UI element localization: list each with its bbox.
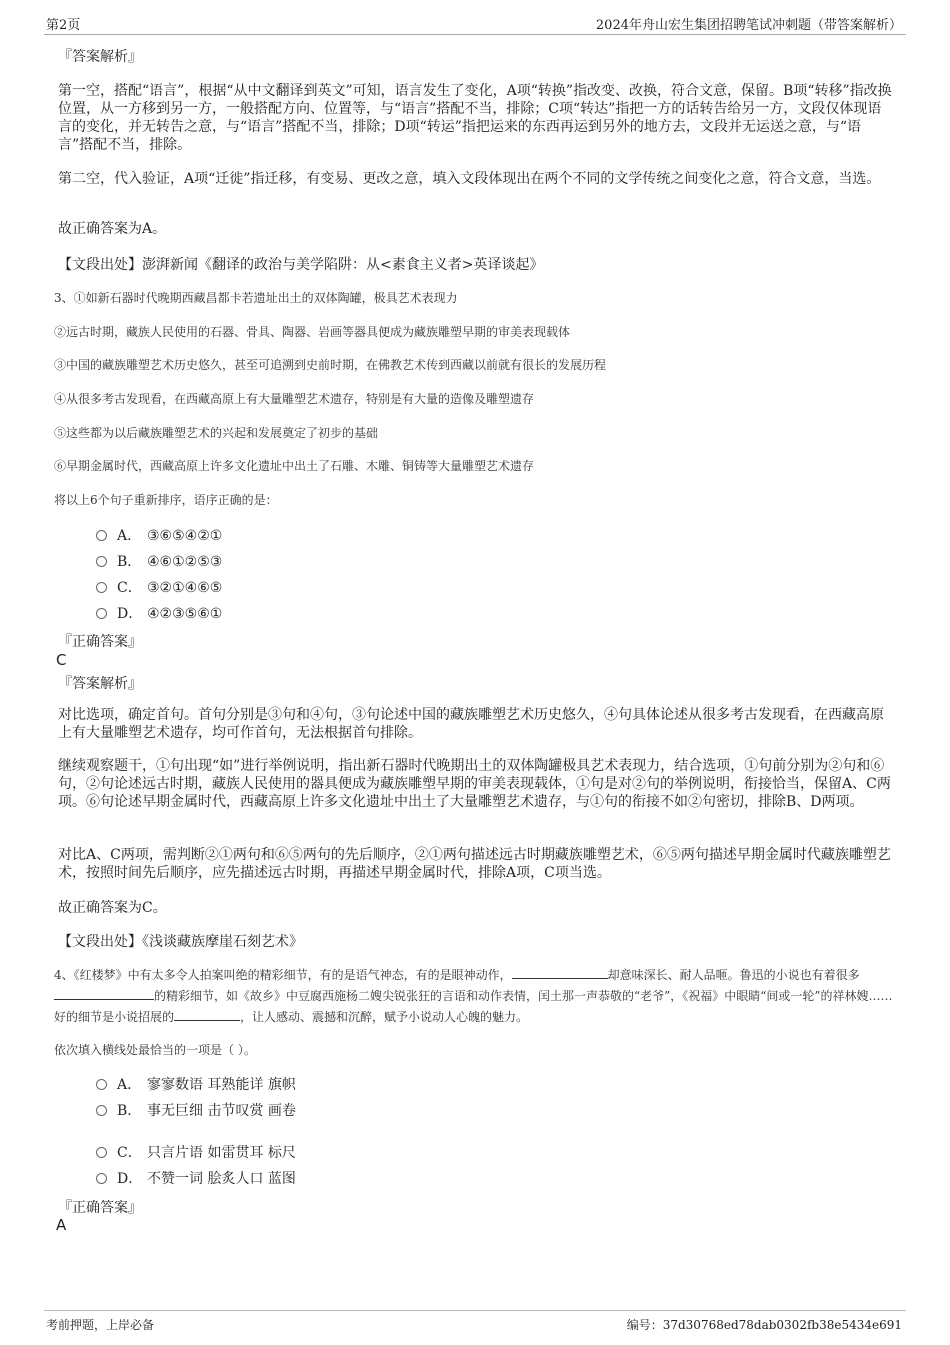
option-text: ④⑥①②⑤③	[147, 554, 223, 570]
q3-analysis-label: 『答案解析』	[58, 676, 142, 692]
option-text: 不赞一词 脍炙人口 蓝图	[147, 1171, 296, 1187]
page-footer	[44, 1310, 906, 1335]
fill-blank-2[interactable]	[54, 999, 154, 1000]
q3-sentence-1: 3、①如新石器时代晚期西藏昌都卡若遗址出土的双体陶罐，极具艺术表现力	[54, 291, 458, 305]
q4-prompt: 依次填入横线处最恰当的一项是（ ）。	[54, 1043, 256, 1057]
option-letter: B．	[117, 554, 142, 570]
option-text: ④②③⑤⑥①	[147, 606, 223, 622]
option-text: 事无巨细 击节叹赏 画卷	[147, 1103, 296, 1119]
q3-analysis-paragraph-1: 对比选项，确定首句。首句分别是③句和④句，③句论述中国的藏族雕塑艺术历史悠久，④句具体论述从很多考古发现看，在西藏高原上有大量雕塑艺术遗存，均可作首句，无法根据首句排除。	[58, 707, 884, 741]
footer-slogan: 考前押题，上岸必备	[46, 1318, 155, 1332]
q4-correct-answer: A	[56, 1216, 67, 1234]
radio-icon[interactable]	[96, 556, 107, 567]
option-text: 只言片语 如雷贯耳 标尺	[147, 1145, 296, 1161]
q3-correct-answer: C	[56, 651, 67, 669]
q4-stem-part-4: ，让人感动、震撼和沉醉，赋予小说动人心魄的魅力。	[240, 1010, 529, 1024]
q4-option-c[interactable]	[96, 1144, 296, 1162]
q4-stem	[54, 965, 900, 1028]
option-text: ③②①④⑥⑤	[147, 580, 223, 596]
prev-analysis-paragraph-2: 第二空，代入验证，A项“迁徙”指迁移，有变易、更改之意，填入文段体现出在两个不同的文学传统之间变化之意，符合文意，当选。	[58, 171, 881, 187]
q4-correct-label: 『正确答案』	[58, 1200, 142, 1216]
fill-blank-3[interactable]	[174, 1020, 240, 1021]
q3-prompt: 将以上6个句子重新排序，语序正确的是：	[54, 493, 278, 507]
option-letter: D．	[117, 606, 143, 622]
q3-analysis-paragraph-4: 故正确答案为C。	[58, 900, 167, 916]
q3-analysis-paragraph-3: 对比A、C两项，需判断②①两句和⑥⑤两句的先后顺序，②①两句描述远古时期藏族雕塑艺术，⑥⑤两句描述早期金属时代藏族雕塑艺术，按照时间先后顺序，应先描述远古时期，再描述早期金属时代，排除A项，C项当选。	[58, 847, 891, 881]
fill-blank-1[interactable]	[512, 978, 608, 979]
q3-option-b[interactable]	[96, 553, 222, 571]
prev-analysis-paragraph-3: 故正确答案为A。	[58, 221, 167, 237]
option-letter: A．	[117, 528, 142, 544]
q3-source: 【文段出处】《浅谈藏族摩崖石刻艺术》	[58, 934, 303, 950]
option-letter: C．	[117, 1145, 142, 1161]
radio-icon[interactable]	[96, 530, 107, 541]
footer-serial: 编号：37d30768ed78dab0302fb38e5434e691	[626, 1318, 902, 1332]
option-letter: D．	[117, 1171, 143, 1187]
q3-option-d[interactable]	[96, 605, 222, 623]
q3-option-a[interactable]	[96, 527, 222, 545]
q3-sentence-6: ⑥早期金属时代，西藏高原上许多文化遗址中出土了石雕、木雕、铜铸等大量雕塑艺术遗存	[54, 459, 535, 473]
radio-icon[interactable]	[96, 1105, 107, 1116]
page-header	[44, 12, 906, 35]
option-letter: B．	[117, 1103, 142, 1119]
q3-sentence-3: ③中国的藏族雕塑艺术历史悠久，甚至可追溯到史前时期，在佛教艺术传到西藏以前就有很长的发展历程	[54, 358, 607, 372]
radio-icon[interactable]	[96, 1147, 107, 1158]
q3-analysis-paragraph-2: 继续观察题干，①句出现“如”进行举例说明，指出新石器时代晚期出土的双体陶罐极具艺术表现力，结合选项，①句前分别为②句和⑥句，②句论述远古时期，藏族人民使用的器具便成为藏族雕塑早期的审美表现载体，①句是对②句的举例说明，衔接恰当，保留A、C两项。⑥句论述早期金属时代，西藏高原上许多文化遗址中出土了大量雕塑艺术遗存，与①句的衔接不如②句密切，排除B、D两项。	[58, 758, 891, 810]
prev-source: 【文段出处】澎湃新闻《翻译的政治与美学陷阱：从<素食主义者>英译谈起》	[58, 257, 544, 273]
q3-sentence-4: ④从很多考古发现看，在西藏高原上有大量雕塑艺术遗存，特别是有大量的造像及雕塑遗存	[54, 392, 535, 406]
q3-sentence-2: ②远古时期，藏族人民使用的石器、骨具、陶器、岩画等器具便成为藏族雕塑早期的审美表现载体	[54, 325, 571, 339]
radio-icon[interactable]	[96, 1173, 107, 1184]
option-letter: C．	[117, 580, 142, 596]
q3-option-c[interactable]	[96, 579, 222, 597]
radio-icon[interactable]	[96, 608, 107, 619]
prev-analysis-paragraph-1: 第一空，搭配“语言”，根据“从中文翻译到英文”可知，语言发生了变化，A项“转换”指改变、改换，符合文意，保留。B项“转移”指改换位置，从一方移到另一方，一般搭配方向、位置等，与“语言”搭配不当，排除；C项“转达”指把一方的话转告给另一方，文段仅体现语言的变化，并无转告之意，与“语言”搭配不当，排除；D项“转运”指把运来的东西再运到另外的地方去，文段并无运送之意，与“语言”搭配不当，排除。	[58, 83, 892, 153]
option-text: 寥寥数语 耳熟能详 旗帜	[147, 1077, 296, 1093]
q4-stem-part-1: 4、《红楼梦》中有太多令人拍案叫绝的精彩细节，有的是语气神态，有的是眼神动作，	[54, 968, 512, 982]
q4-stem-part-2: 却意味深长、耐人品咂。鲁迅的小说也有着很多	[607, 968, 860, 982]
option-letter: A．	[117, 1077, 142, 1093]
q4-option-d[interactable]	[96, 1170, 296, 1188]
q3-sentence-5: ⑤这些都为以后藏族雕塑艺术的兴起和发展奠定了初步的基础	[54, 426, 379, 440]
radio-icon[interactable]	[96, 582, 107, 593]
document-title: 2024年舟山宏生集团招聘笔试冲刺题（带答案解析）	[595, 18, 902, 33]
q4-option-a[interactable]	[96, 1076, 296, 1094]
page-number: 第2页	[46, 18, 81, 33]
radio-icon[interactable]	[96, 1079, 107, 1090]
option-text: ③⑥⑤④②①	[147, 528, 223, 544]
q3-correct-label: 『正确答案』	[58, 634, 142, 650]
prev-analysis-label: 『答案解析』	[58, 49, 142, 65]
q4-option-b[interactable]	[96, 1102, 296, 1120]
q4-stem-part-3: 的精彩细节，如《故乡》中豆腐西施杨二嫂尖锐张狂的言语和动作表情，闰土那一声恭敬的“老爷”，《祝福》中眼睛“间或一轮”的祥林嫂……好的细节是小说招展的	[54, 989, 893, 1024]
